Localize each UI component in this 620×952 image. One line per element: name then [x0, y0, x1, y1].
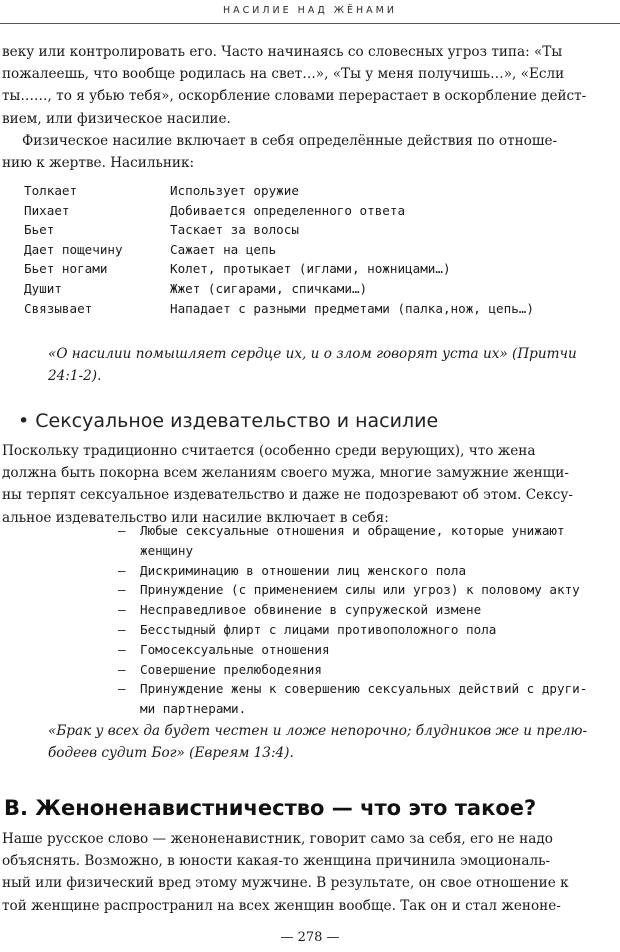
item-line: Совершение прелюбодеяния: [140, 661, 322, 677]
list-item: [118, 679, 618, 719]
list-item: [118, 640, 618, 660]
dash-marker: —: [118, 621, 126, 637]
action-right: Добивается определенного ответа: [170, 202, 406, 218]
action-left: Бьет ногами: [24, 261, 108, 277]
sexual-abuse-paragraph: [2, 440, 616, 529]
action-left: Бьет: [24, 222, 55, 238]
list-row: [24, 299, 534, 319]
text-line: 24:1-2).: [48, 368, 102, 385]
text-line: альное издевательство или насилие включает в себя:: [2, 509, 389, 526]
list-row: [24, 181, 534, 201]
misogyny-paragraph: [2, 828, 616, 917]
text-line: Поскольку традиционно считается (особенно среди верующих), что жена: [2, 443, 536, 459]
item-line: Гомосексуальные отношения: [140, 641, 330, 657]
page-number: — 278 —: [280, 930, 340, 945]
action-right: Колет, протыкает (иглами, ножницами…): [170, 261, 451, 277]
dash-marker: —: [118, 641, 126, 657]
section-heading: • Сексуальное издевательство и насилие: [18, 410, 439, 432]
action-right: Использует оружие: [170, 183, 299, 198]
dash-marker: —: [118, 661, 126, 677]
text-line: «О насилии помышляет сердце их, и о злом говорят уста их» (Притчи: [48, 346, 577, 362]
action-right: Нападает с разными предметами (палка,нож, цепь…): [170, 300, 534, 316]
text-line: той женщине распространил на всех женщин вообще. Так он и стал женоне-: [2, 897, 561, 914]
text-line: ты……, то я убью тебя», оскорбление словами перерастает в оскорбление дейст-: [2, 88, 587, 105]
action-left: Пихает: [24, 202, 70, 218]
action-left: Связывает: [24, 300, 93, 316]
action-right: Таскает за волосы: [170, 222, 299, 238]
list-item: [118, 561, 618, 581]
list-item: [118, 620, 618, 640]
action-left: Душит: [24, 280, 62, 296]
violence-actions-list: [24, 181, 534, 318]
list-item: [118, 580, 618, 600]
item-line: Принуждение жены к совершению сексуальных действий с други-: [140, 681, 588, 697]
list-item: [118, 660, 618, 680]
item-line: Дискриминацию в отношении лиц женского пола: [140, 562, 467, 578]
text-line: пожалеешь, что вообще родилась на свет…», «Ты у меня получишь…», «Если: [2, 66, 565, 83]
dash-marker: —: [118, 582, 126, 598]
item-line: Принуждение (с применением силы или угроз) к половому акту: [140, 582, 580, 598]
action-left: Толкает: [24, 183, 78, 198]
item-line: Несправедливое обвинение в супружеской измене: [140, 602, 482, 618]
scripture-quote-proverbs: [48, 343, 616, 387]
text-line: ный или физический вред этому мужчине. В результате, он свое отношение к: [2, 875, 569, 892]
text-line: нию к жертве. Насильник:: [2, 155, 195, 172]
list-row: [24, 240, 534, 260]
chapter-heading: B. Женоненавистничество — что это такое?: [4, 796, 537, 820]
list-row: [24, 201, 534, 221]
list-item: [118, 521, 618, 561]
text-line: веку или контролировать его. Часто начинаясь со словесных угроз типа: «Ты: [2, 44, 563, 60]
physical-violence-paragraph: [2, 130, 616, 174]
text-line: бодеев судит Бог» (Евреям 13:4).: [48, 745, 294, 762]
sexual-abuse-list: [118, 521, 618, 719]
item-line: Бесстыдный флирт с лицами противоположного пола: [140, 621, 497, 637]
list-row: [24, 220, 534, 240]
action-right: Жжет (сигарами, спичками…): [170, 280, 368, 296]
action-left: Дает пощечину: [24, 241, 123, 257]
dash-marker: —: [118, 681, 126, 697]
text-line: вием, или физическое насилие.: [2, 110, 231, 127]
header-rule: [0, 23, 620, 24]
text-line: «Брак у всех да будет честен и ложе непорочно; блудников же и прелю-: [48, 723, 588, 739]
text-line: должна быть покорна всем желаниям своего мужа, многие замужние женщи-: [2, 465, 569, 482]
list-row: [24, 279, 534, 299]
scripture-quote-hebrews: [48, 720, 616, 764]
item-line: женщину: [140, 542, 194, 558]
list-item: [118, 600, 618, 620]
text-line: ны терпят сексуальное издевательство и даже не подозревают об этом. Сексу-: [2, 487, 573, 504]
list-row: [24, 259, 534, 279]
dash-marker: —: [118, 562, 126, 578]
text-line: Наше русское слово — женоненавистник, говорит само за себя, его не надо: [2, 831, 553, 847]
item-line: Любые сексуальные отношения и обращение, которые унижают: [140, 523, 565, 538]
dash-marker: —: [118, 602, 126, 618]
dash-marker: —: [118, 523, 126, 538]
text-line: объяснять. Возможно, в юности какая-то женщина причинила эмоциональ-: [2, 853, 551, 870]
intro-paragraph: [2, 41, 616, 130]
action-right: Сажает на цепь: [170, 241, 277, 257]
text-line: Физическое насилие включает в себя определённые действия по отноше-: [22, 133, 558, 149]
item-line: ми партнерами.: [140, 701, 247, 717]
running-head: НАСИЛИЕ НАД ЖЁНАМИ: [223, 5, 397, 16]
